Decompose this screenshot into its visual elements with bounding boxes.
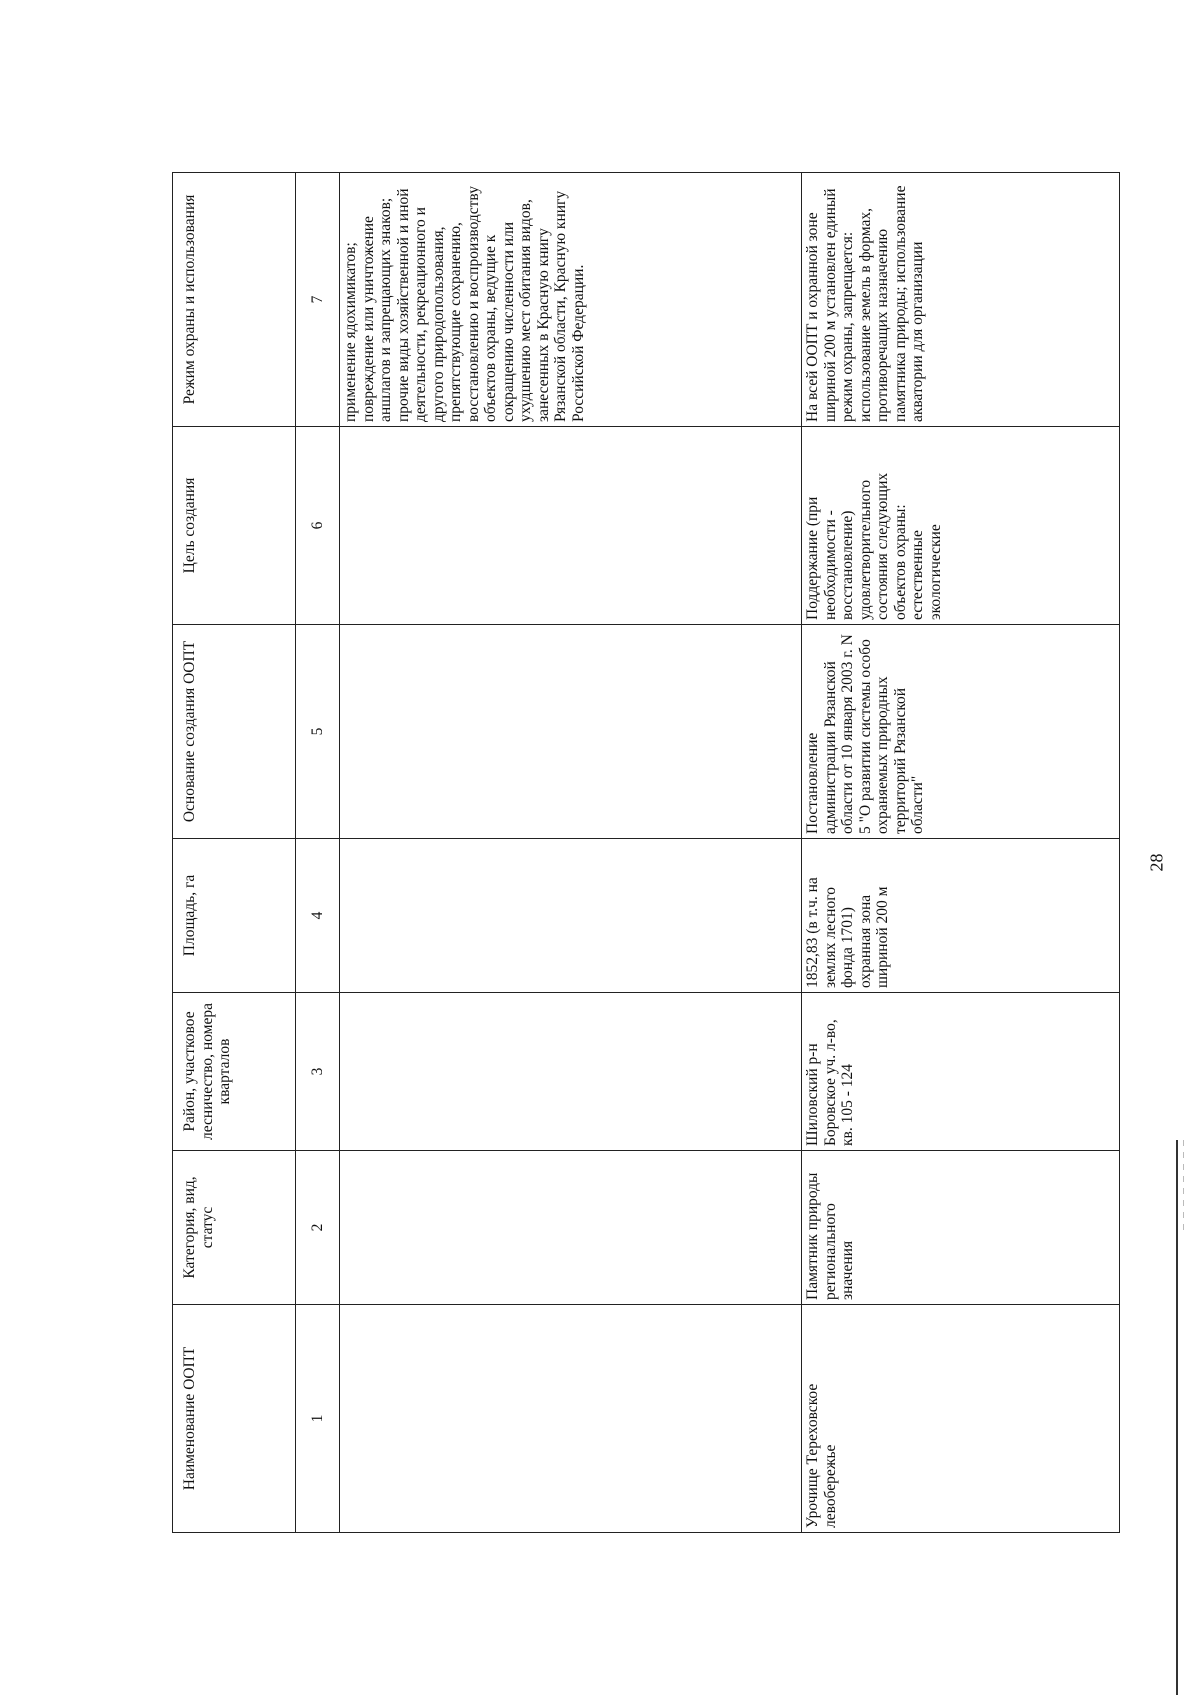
column-number-row bbox=[296, 173, 340, 1533]
cell-category: Памятник природы регионального значения bbox=[802, 1151, 1120, 1305]
column-number: 6 bbox=[296, 427, 340, 625]
cell-basis: Постановление администрации Рязанской области от 10 января 2003 г. N 5 "О развитии системы особо охраняемых природных территорий Рязанской области" bbox=[802, 625, 1120, 839]
cell-empty bbox=[340, 839, 802, 993]
cell-empty bbox=[340, 1305, 802, 1533]
header-district: Район, участковое лесничество, номера кварталов bbox=[173, 993, 296, 1151]
column-number: 7 bbox=[296, 173, 340, 427]
cell-regime: На всей ООПТ и охранной зоне шириной 200 м установлен единый режим охраны, запрещается: использование земель в формах, противоречащих назначению памятника природы; использование акватории для организации bbox=[802, 173, 1120, 427]
page-number: 28 bbox=[1146, 853, 1167, 872]
column-number: 1 bbox=[296, 1305, 340, 1533]
column-number: 5 bbox=[296, 625, 340, 839]
cell-purpose: Поддержание (при необходимости - восстановление) удовлетворительного состояния следующих объектов охраны: естественные экологические bbox=[802, 427, 1120, 625]
cell-regime-continuation: применение ядохимикатов; повреждение или уничтожение аншлагов и запрещающих знаков; прочие виды хозяйственной и иной деятельности, рекреационного и другого природопользования, препятствующие сохранению, восстановлению и воспроизводству объектов охраны, ведущие к сокращению численности или ухудшению мест обитания видов, занесенных в Красную книгу Рязанской области, Красную книгу Российской Федерации. bbox=[340, 173, 802, 427]
table-row bbox=[802, 173, 1120, 1533]
header-area: Площадь, га bbox=[173, 839, 296, 993]
scan-edge-line bbox=[1176, 1140, 1178, 1695]
cell-empty bbox=[340, 427, 802, 625]
header-regime: Режим охраны и использования bbox=[173, 173, 296, 427]
header-name: Наименование ООПТ bbox=[173, 1305, 296, 1533]
header-purpose: Цель создания bbox=[173, 427, 296, 625]
header-row bbox=[173, 173, 296, 1533]
protected-areas-table bbox=[172, 172, 1120, 1533]
header-category: Категория, вид, статус bbox=[173, 1151, 296, 1305]
cell-empty bbox=[340, 993, 802, 1151]
cell-empty bbox=[340, 625, 802, 839]
scan-edge-dash bbox=[1183, 1140, 1184, 1230]
cell-district: Шиловский р-н Боровское уч. л-во, кв. 105 - 124 bbox=[802, 993, 1120, 1151]
header-basis: Основание создания ООПТ bbox=[173, 625, 296, 839]
column-number: 3 bbox=[296, 993, 340, 1151]
cell-area: 1852,83 (в т.ч. на землях лесного фонда 1701) охранная зона шириной 200 м bbox=[802, 839, 1120, 993]
column-number: 2 bbox=[296, 1151, 340, 1305]
cell-empty bbox=[340, 1151, 802, 1305]
cell-name: Урочище Тереховское левобережье bbox=[802, 1305, 1120, 1533]
column-number: 4 bbox=[296, 839, 340, 993]
continuation-row bbox=[340, 173, 802, 1533]
rotated-table-page bbox=[172, 173, 1119, 1533]
